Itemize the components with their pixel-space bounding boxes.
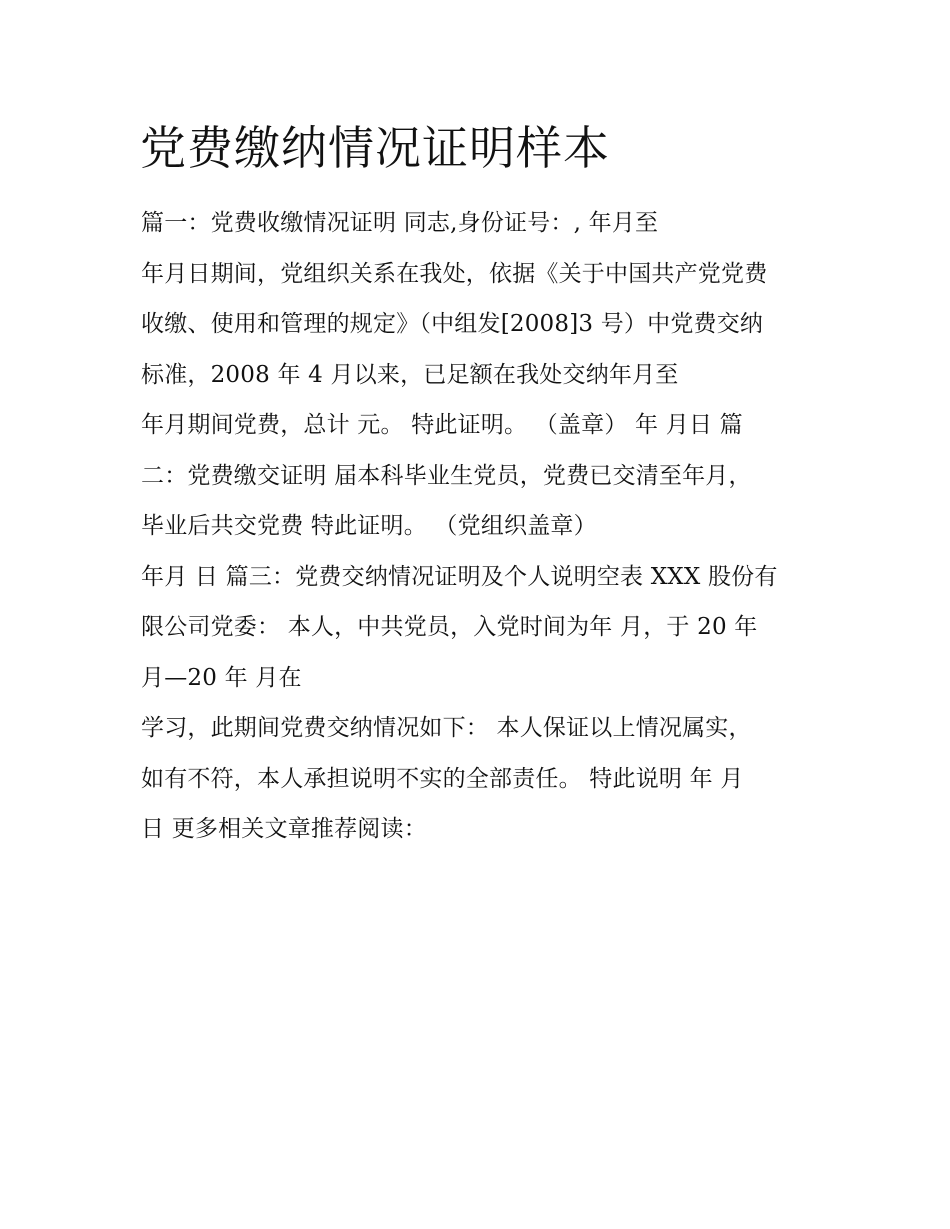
body-line: 毕业后共交党费 特此证明。 （党组织盖章） [141, 513, 597, 539]
body-line: 年月日期间，党组织关系在我处，依据《关于中国共产党党费 [141, 260, 768, 287]
body-line: 日 更多相关文章推荐阅读： [141, 816, 427, 842]
document-body [141, 198, 831, 855]
body-line: 年月 日 篇三：党费交纳情况证明及个人说明空表 XXX 股份有 [141, 563, 778, 590]
body-line: 学习，此期间党费交纳情况如下： 本人保证以上情况属实， [141, 715, 752, 741]
body-line: 年月期间党费，总计 元。 特此证明。 （盖章） 年 月日 篇 [141, 412, 743, 438]
body-line: 月—20 年 月在 [141, 664, 302, 691]
body-line: 二：党费缴交证明 届本科毕业生党员，党费已交清至年月， [141, 462, 752, 489]
body-line: 如有不符，本人承担说明不实的全部责任。 特此说明 年 月 [141, 765, 744, 792]
body-line: 篇一：党费收缴情况证明 同志,身份证号：, 年月至 [141, 210, 659, 236]
body-line: 标准，2008 年 4 月以来，已足额在我处交纳年月至 [141, 361, 679, 388]
body-line: 收缴、使用和管理的规定》（中组发[2008]3 号）中党费交纳 [141, 311, 764, 337]
body-line: 限公司党委： 本人，中共党员，入党时间为年 月，于 20 年 [141, 614, 758, 640]
document-title: 党费缴纳情况证明样本 [140, 121, 610, 175]
